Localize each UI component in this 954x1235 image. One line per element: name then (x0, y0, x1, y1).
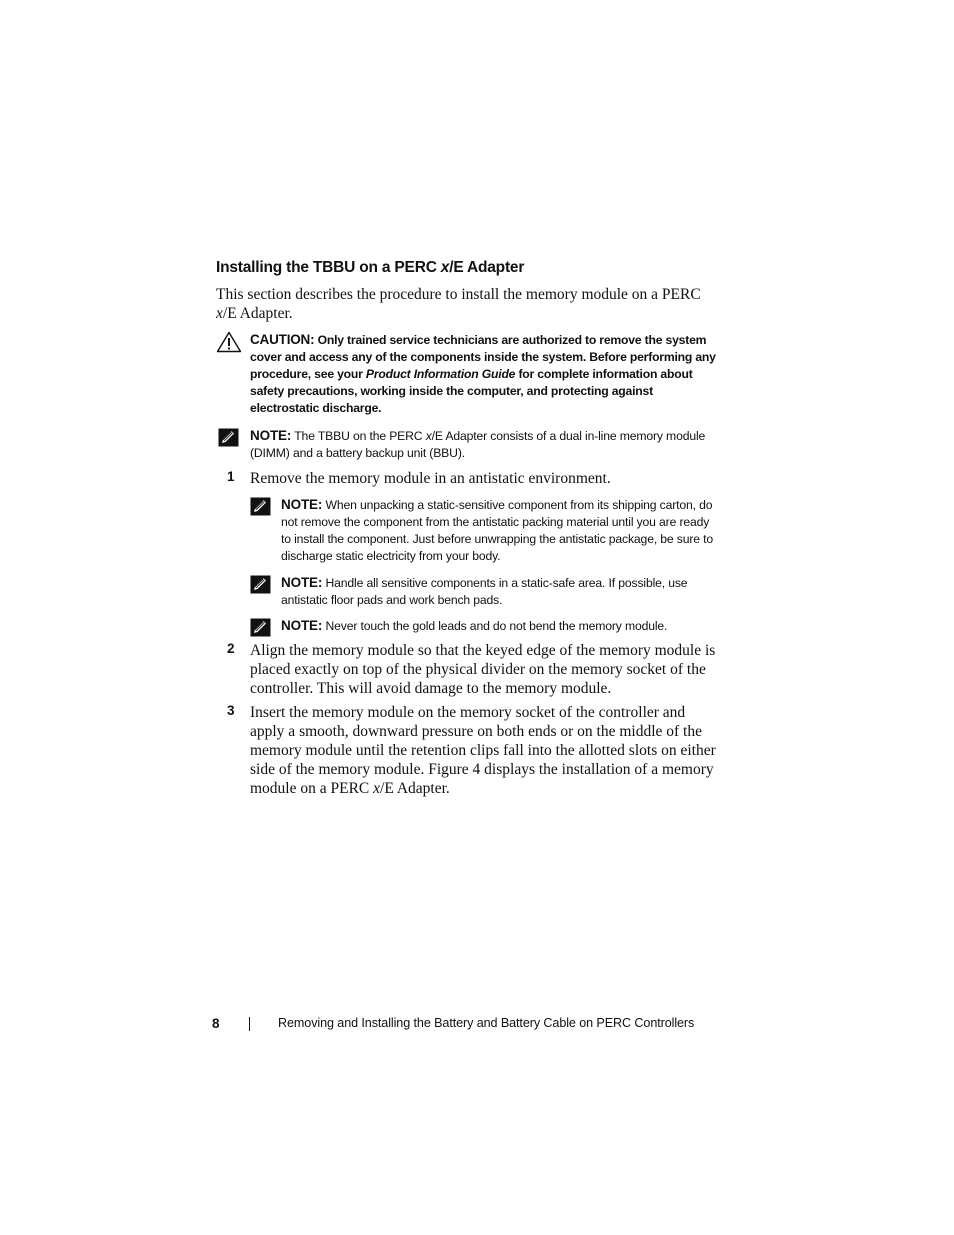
running-footer: Removing and Installing the Battery and Battery Cable on PERC Controllers (278, 1016, 695, 1030)
note-pencil-icon (250, 497, 271, 516)
note-pencil-icon (250, 618, 271, 637)
document-page: Installing the TBBU on a PERC x/E Adapter This section describes the procedure to install the memory module on a PERC x/E Adapter. CAUTION: Only trained service technicians are authorized to remove the system cover and access any of the components inside the system. Before performing any procedure, see your Product Information Guide for complete information about safety precautions, working inside the computer, and protecting against electrostatic discharge. NOTE: The TBBU on the PERC x/E Adapter consists of a dual in-line memory module (DIMM) and a battery backup unit (BBU). 1 Remove the memory module in an antistatic environment. NOTE: When unpacking a static-sensitive component from its shipping carton, do not remove the component from the antistatic packing material until you are ready to install the component. Just before unwrapping the antistatic package, be sure to discharge static electricity from your body. NOTE: Handle all sensitive components in a static-safe area. If possible, use antistatic floor pads and work bench pads. NOTE: Never touch the gold leads and do not bend the memory module. 2 Align the memory module so that the keyed edge of the memory module is placed exactly on top of the physical divider on the memory socket of the controller. This will avoid damage to the memory module. 3 Insert the memory module on the memory socket of the controller and apply a smooth, downward pressure on both ends or on the middle of the memory module until the retention clips fall into the allotted slots on either side of the memory module. Figure 4 displays the installation of a memory module on a PERC x/E Adapter. 8 Removing and Installing the Battery and Battery Cable on PERC Controllers (0, 0, 954, 1235)
page-number: 8 (212, 1016, 220, 1031)
step-text: Insert the memory module on the memory socket of the controller and apply a smooth, downward pressure on both ends or on the middle of the memory module until the retention clips fall into the allotted slots on either side of the memory module. Figure 4 displays the installation of a memory module on a PERC x/E Adapter. (250, 704, 716, 797)
caution-triangle-icon (216, 331, 242, 353)
intro-paragraph: This section describes the procedure to install the memory module on a PERC x/E Adapter. (216, 286, 701, 322)
footer-divider (249, 1017, 250, 1031)
section-heading: Installing the TBBU on a PERC x/E Adapter (216, 259, 525, 276)
sub-note-text: NOTE: Handle all sensitive components in a static-safe area. If possible, use antistatic floor pads and work bench pads. (281, 575, 688, 607)
note-pencil-icon (250, 575, 271, 594)
note-pencil-icon (218, 428, 239, 447)
caution-text: CAUTION: Only trained service technicians are authorized to remove the system cover and access any of the components inside the system. Before performing any procedure, see your Product Information Guide for complete information about safety precautions, working inside the computer, and protecting against electrostatic discharge. (250, 332, 716, 415)
sub-note-text: NOTE: When unpacking a static-sensitive component from its shipping carton, do not remove the component from the antistatic packing material until you are ready to install the component. Just before unwrapping the antistatic package, be sure to discharge static electricity from your body. (281, 497, 713, 563)
sub-note-text: NOTE: Never touch the gold leads and do not bend the memory module. (281, 618, 668, 633)
note-text: NOTE: The TBBU on the PERC x/E Adapter consists of a dual in-line memory module (DIMM) and a battery backup unit (BBU). (250, 428, 706, 460)
